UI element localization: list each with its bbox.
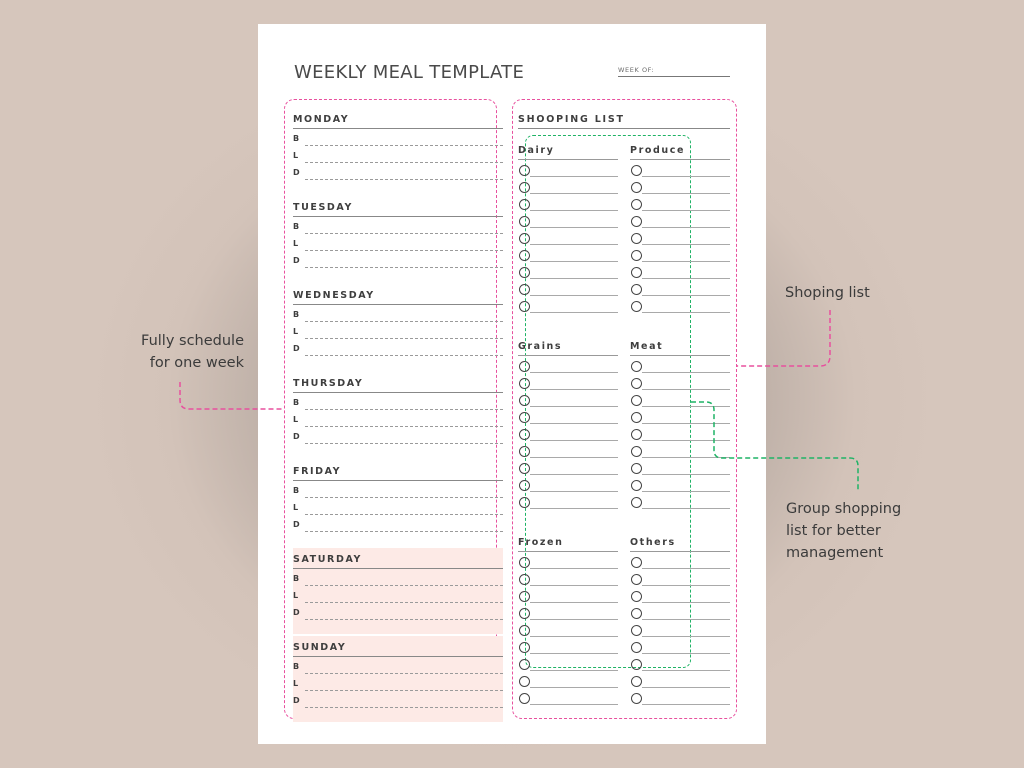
- week-connector: [180, 382, 284, 409]
- week-annotation-line-1: Fully schedule: [141, 333, 244, 349]
- group-annotation-line-2: list for better: [786, 523, 881, 539]
- day-name: SUNDAY: [293, 642, 347, 653]
- day-name: WEDNESDAY: [293, 290, 375, 301]
- meal-label-b: B: [293, 222, 300, 231]
- meal-label-b: B: [293, 486, 300, 495]
- meal-label-l: L: [293, 239, 299, 248]
- category-title-produce: Produce: [630, 145, 686, 156]
- group-annotation: [786, 498, 901, 564]
- meal-label-d: D: [293, 696, 300, 705]
- meal-label-l: L: [293, 415, 299, 424]
- meal-label-d: D: [293, 432, 300, 441]
- meal-label-b: B: [293, 310, 300, 319]
- shopping-annotation-text: Shoping list: [785, 285, 870, 301]
- day-name: FRIDAY: [293, 466, 342, 477]
- meal-label-b: B: [293, 134, 300, 143]
- shopping-connector: [737, 310, 830, 366]
- group-annotation-line-3: management: [786, 545, 884, 561]
- meal-label-b: B: [293, 662, 300, 671]
- category-title-meat: Meat: [630, 341, 664, 352]
- category-title-frozen: Frozen: [518, 537, 564, 548]
- sheet-title: WEEKLY MEAL TEMPLATE: [294, 62, 525, 83]
- meal-label-l: L: [293, 151, 299, 160]
- meal-label-d: D: [293, 344, 300, 353]
- category-title-grains: Grains: [518, 341, 563, 352]
- meal-label-l: L: [293, 327, 299, 336]
- shopping-annotation: [785, 282, 870, 304]
- meal-label-b: B: [293, 398, 300, 407]
- meal-label-b: B: [293, 574, 300, 583]
- group-annotation-line-1: Group shopping: [786, 501, 902, 517]
- day-name: TUESDAY: [293, 202, 353, 213]
- meal-label-l: L: [293, 591, 299, 600]
- category-title-others: Others: [630, 537, 676, 548]
- day-name: SATURDAY: [293, 554, 362, 565]
- category-title-dairy: Dairy: [518, 145, 555, 156]
- week-annotation-line-2: for one week: [149, 355, 244, 371]
- meal-label-l: L: [293, 503, 299, 512]
- meal-label-d: D: [293, 520, 300, 529]
- week-of-label: WEEK OF:: [618, 66, 655, 74]
- day-name: MONDAY: [293, 114, 350, 125]
- week-annotation: [120, 330, 244, 374]
- day-name: THURSDAY: [293, 378, 364, 389]
- meal-label-d: D: [293, 256, 300, 265]
- meal-label-l: L: [293, 679, 299, 688]
- group-connector: [691, 402, 858, 490]
- shopping-list-title: SHOOPING LIST: [518, 114, 625, 125]
- meal-label-d: D: [293, 608, 300, 617]
- meal-label-d: D: [293, 168, 300, 177]
